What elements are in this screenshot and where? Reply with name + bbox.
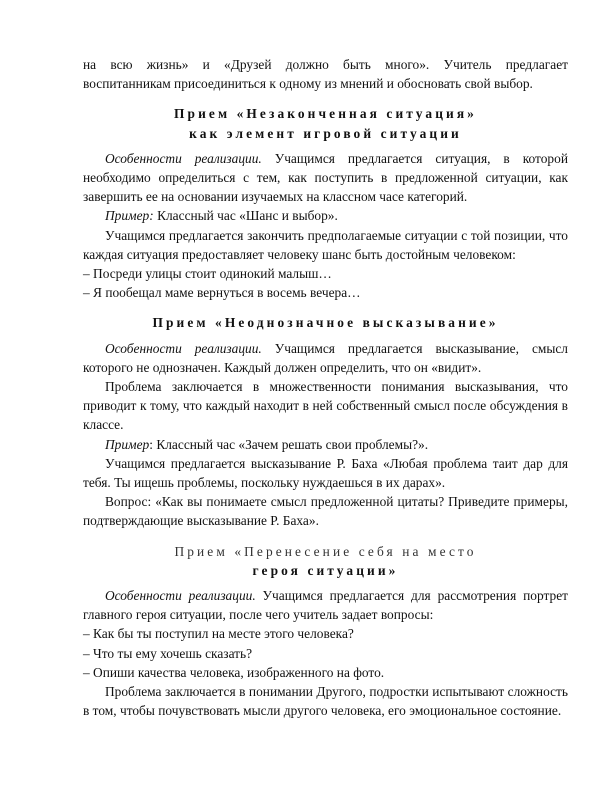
section-2-paragraph-2: Учащимся предлагается высказывание Р. Баха «Любая проблема таит дар для тебя. Ты ищешь проблемы, поскольку нуждаешься в их дарах». — [83, 455, 568, 491]
section-1-title-line-1: Прием «Незаконченная ситуация» — [174, 106, 477, 122]
section-1-features-text: Учащимся предлагается ситуация, в которой необходимо определиться с тем, как поступить в предложенной ситуации, как завершить ее на основании изучаемых на классном часе категорий. — [83, 150, 568, 205]
section-3-title-line-2: героя ситуации» — [252, 562, 399, 578]
section-2-paragraph-3: Вопрос: «Как вы понимаете смысл предложенной цитаты? Приведите примеры, подтверждающие высказывание Р. Баха». — [83, 494, 568, 529]
section-2-example-text: : Классный час «Зачем решать свои проблемы?». — [149, 436, 429, 452]
section-1-item-2: – Я пообещал маме вернуться в восемь вечера… — [83, 285, 361, 301]
section-2-example — [83, 435, 568, 454]
section-3-title-line-1: Прием «Перенесение себя на место — [174, 543, 477, 559]
section-2-features-label: Особенности реализации. — [105, 340, 262, 356]
section-3-features-label: Особенности реализации. — [105, 588, 256, 604]
section-1-features — [83, 149, 568, 207]
section-3 — [83, 542, 568, 721]
section-1 — [83, 104, 568, 302]
section-1-example-text: Классный час «Шанс и выбор». — [153, 208, 338, 224]
section-1-example — [83, 206, 568, 225]
section-1-paragraph: Учащимся предлагается закончить предполагаемые ситуации с той позиции, что каждая ситуация предоставляет человеку шанс быть достойным человеком: — [83, 227, 568, 262]
section-1-item-1: – Посреди улицы стоит одинокий малыш… — [83, 266, 332, 282]
section-1-example-label: Пример: — [105, 208, 154, 224]
section-2-title: Прием «Неоднозначное высказывание» — [152, 315, 499, 331]
section-2-features-text: Учащимся предлагается высказывание, смысл которого не однозначен. Каждый должен определить, что он «видит». — [83, 340, 568, 375]
section-3-features — [83, 586, 568, 624]
section-3-item-3: – Опиши качества человека, изображенного на фото. — [83, 664, 385, 680]
intro-line-2: воспитанникам присоединиться к одному из мнений и обосновать свой выбор. — [83, 76, 533, 92]
section-3-features-text: Учащимся предлагается для рассмотрения портрет главного героя ситуации, после чего учитель задает вопросы: — [83, 588, 568, 623]
section-2 — [83, 313, 568, 530]
document-page — [83, 55, 568, 721]
intro-line-1: на всю жизнь» и «Друзей должно быть много». Учитель предлагает — [83, 57, 568, 72]
section-2-paragraph-1: Проблема заключается в множественности понимания высказывания, что приводит к тому, что каждый находит в ней собственный смысл после обсуждения в классе. — [83, 379, 568, 433]
section-1-features-label: Особенности реализации. — [105, 150, 262, 166]
section-2-features — [83, 339, 568, 377]
section-3-item-2: – Что ты ему хочешь сказать? — [83, 645, 253, 661]
section-3-item-1: – Как бы ты поступил на месте этого человека? — [83, 626, 354, 642]
section-1-title-line-2: как элемент игровой ситуации — [189, 125, 462, 141]
section-2-example-label: Пример — [105, 436, 150, 452]
section-3-paragraph: Проблема заключается в понимании Другого, подростки испытывают сложность в том, чтобы почувствовать мысли другого человека, его эмоциональное состояние. — [83, 684, 568, 719]
